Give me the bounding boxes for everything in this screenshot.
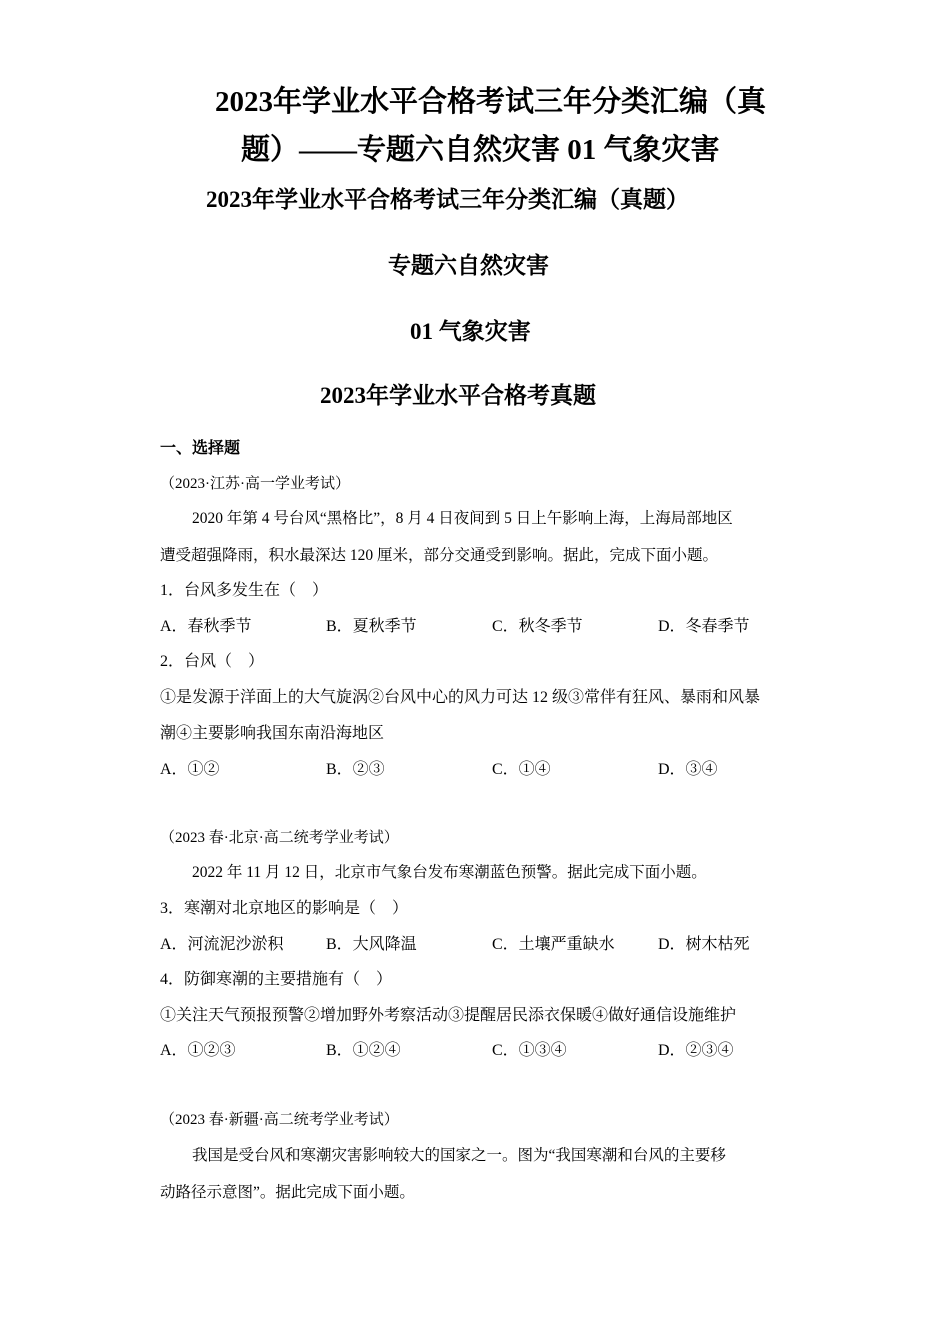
passage-line: 动路径示意图”。据此完成下面小题。 (160, 1184, 415, 1201)
question-2-statement: ①是发源于洋面上的大气旋涡②台风中心的风力可达 12 级③常伴有狂风、暴雨和风暴 (160, 689, 761, 706)
question-3-option-b: B．大风降温 (326, 936, 417, 953)
question-4-option-b: B．①②④ (326, 1042, 401, 1059)
question-4-option-c: C．①③④ (492, 1042, 567, 1059)
question-2-option-b: B．②③ (326, 761, 385, 778)
passage-line: 2020 年第 4 号台风“黑格比”，8 月 4 日夜间到 5 日上午影响上海，上海局部地区 (192, 510, 733, 527)
passage-line: 2022 年 11 月 12 日，北京市气象台发布寒潮蓝色预警。据此完成下面小题。 (192, 864, 707, 881)
heading-subtopic: 01 气象灾害 (410, 319, 531, 344)
document-title-line-2: 题）——专题六自然灾害 01 气象灾害 (241, 134, 720, 166)
question-4-stem: 4．防御寒潮的主要措施有（ ） (160, 971, 393, 988)
question-2-option-c: C．①④ (492, 761, 551, 778)
question-1-option-a: A．春秋季节 (160, 618, 252, 635)
passage-line: 遭受超强降雨，积水最深达 120 厘米，部分交通受到影响。据此，完成下面小题。 (160, 547, 719, 564)
source-label: （2023·江苏·高一学业考试） (160, 476, 350, 492)
question-4-statement: ①关注天气预报预警②增加野外考察活动③提醒居民添衣保暖④做好通信设施维护 (160, 1007, 737, 1024)
question-1-option-d: D．冬春季节 (658, 618, 750, 635)
heading-topic: 专题六自然灾害 (388, 253, 549, 278)
heading-compilation: 2023年学业水平合格考试三年分类汇编（真题） (206, 187, 689, 212)
question-2-option-d: D．③④ (658, 761, 718, 778)
question-2-option-a: A．①② (160, 761, 220, 778)
question-3-option-c: C．土壤严重缺水 (492, 936, 615, 953)
question-1-option-b: B．夏秋季节 (326, 618, 417, 635)
question-1-stem: 1．台风多发生在（ ） (160, 582, 329, 599)
document-title-line-1: 2023年学业水平合格考试三年分类汇编（真 (215, 86, 767, 118)
question-3-option-a: A．河流泥沙淤积 (160, 936, 284, 953)
section-title-choice: 一、选择题 (160, 440, 241, 457)
passage-line: 我国是受台风和寒潮灾害影响较大的国家之一。图为“我国寒潮和台风的主要移 (192, 1147, 726, 1164)
source-label: （2023 春·新疆·高二统考学业考试） (160, 1112, 399, 1128)
question-3-stem: 3．寒潮对北京地区的影响是（ ） (160, 900, 409, 917)
source-label: （2023 春·北京·高二统考学业考试） (160, 830, 399, 846)
question-2-statement: 潮④主要影响我国东南沿海地区 (160, 725, 385, 742)
question-4-option-d: D．②③④ (658, 1042, 734, 1059)
question-3-option-d: D．树木枯死 (658, 936, 750, 953)
question-2-stem: 2．台风（ ） (160, 653, 265, 670)
question-1-option-c: C．秋冬季节 (492, 618, 583, 635)
heading-exam-year: 2023年学业水平合格考真题 (320, 383, 596, 408)
question-4-option-a: A．①②③ (160, 1042, 236, 1059)
